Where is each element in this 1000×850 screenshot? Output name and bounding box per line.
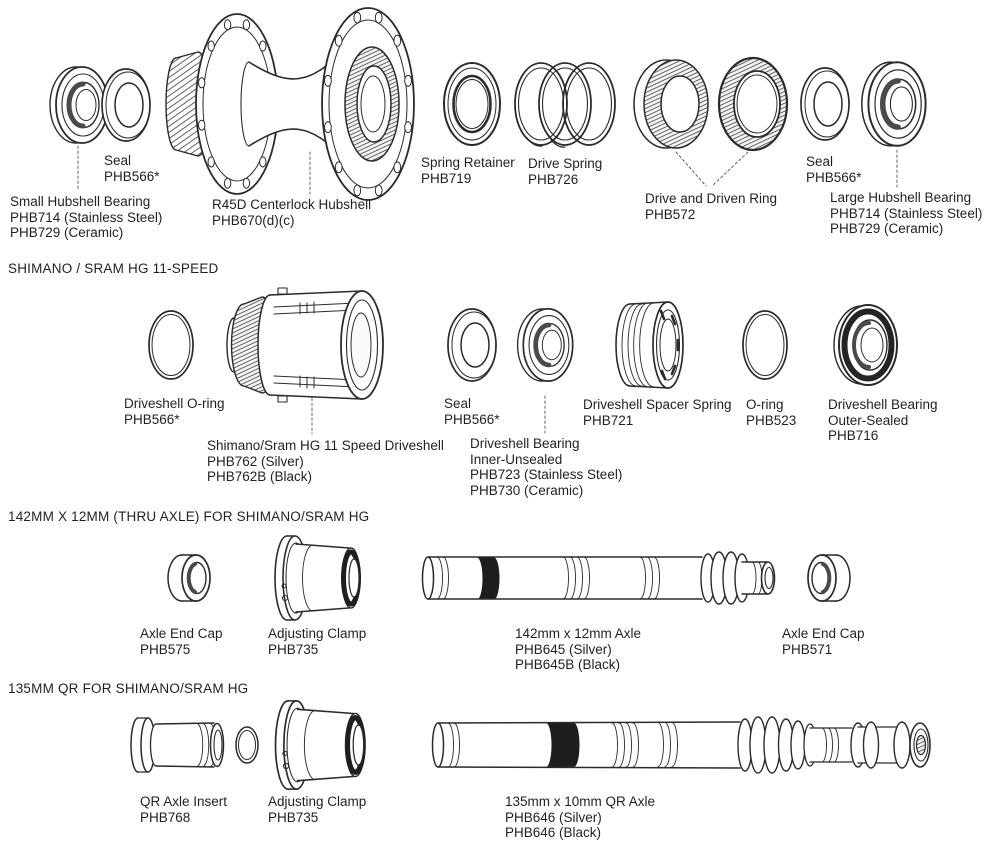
driveshell-bearing-outer-drawing [834,305,897,385]
label-line: PHB571 [782,641,833,657]
label-driveshell-spacer-spring [583,397,732,428]
label-line: Drive Spring [528,156,603,171]
label-line: PHB646 (Silver) [505,809,602,825]
label-line: QR Axle Insert [140,794,228,809]
label-line: PHB726 [528,171,579,187]
label-large-hubshell-bearing [830,190,982,237]
label-line: Axle End Cap [782,626,865,641]
label-o-ring [746,397,796,428]
label-line: Seal [104,153,132,168]
label-drive-spring [528,156,602,187]
label-line: PHB729 (Ceramic) [830,221,944,236]
adjusting-clamp-2-drawing [276,701,365,789]
label-line: PHB719 [421,170,472,186]
label-line: PHB575 [140,641,191,657]
label-line: Driveshell O-ring [124,396,225,411]
driveshell-spacer-spring-drawing [616,302,683,388]
label-line: Inner-Unsealed [470,451,563,467]
label-line: PHB670(d)(c) [212,212,295,228]
driveshell-drawing [227,288,383,402]
label-line: PHB762 (Silver) [207,453,304,469]
label-line: PHB645 (Silver) [515,641,612,657]
label-seal-rear [806,154,862,185]
label-line: Shimano/Sram HG 11 Speed Driveshell [207,438,444,453]
label-line: Adjusting Clamp [268,626,367,641]
label-line: 135mm x 10mm QR Axle [505,794,656,809]
drive-spring-drawing [515,63,615,147]
qr-axle-insert-drawing [131,718,258,772]
label-line: PHB716 [828,428,879,443]
axle-end-cap-right-drawing [808,555,850,601]
label-line: PHB768 [140,809,191,825]
label-line: PHB730 (Ceramic) [470,482,584,498]
label-line: PHB735 [268,641,319,657]
section-header-driveshell: SHIMANO / SRAM HG 11-SPEED [8,261,219,276]
spring-retainer-drawing [444,63,500,145]
qr-axle-drawing [433,717,931,773]
large-hubshell-bearing-drawing [862,62,926,146]
label-axle-end-cap-right [782,626,865,657]
label-line: PHB572 [645,206,696,222]
label-line: PHB735 [268,809,319,825]
label-line: Driveshell Bearing [470,436,580,451]
label-line: PHB721 [583,412,634,428]
label-driveshell-bearing-outer [828,397,938,444]
section-header-thru-axle: 142MM X 12MM (THRU AXLE) FOR SHIMANO/SRAM HG [8,509,370,524]
label-line: PHB762B (Black) [207,469,313,484]
adjusting-clamp-drawing [275,536,360,620]
label-driveshell-seal [444,396,500,427]
driveshell-seal-drawing [448,309,496,381]
seal-front-drawing [102,69,150,141]
hubshell-drawing [166,8,414,200]
label-small-hubshell-bearing [10,194,162,241]
label-line: Outer-Sealed [828,412,909,428]
label-line: Driveshell Spacer Spring [583,397,732,412]
label-axle-end-cap-left [140,626,223,657]
label-line: PHB523 [746,412,797,428]
label-line: PHB723 (Stainless Steel) [470,467,623,482]
label-line: O-ring [746,397,784,412]
label-line: Driveshell Bearing [828,397,938,412]
label-line: Small Hubshell Bearing [10,194,151,209]
label-drive-and-driven-ring [645,191,777,222]
axle-end-cap-left-drawing [168,555,210,601]
small-hubshell-bearing-drawing [50,67,108,143]
label-line: Axle End Cap [140,626,223,641]
label-line: PHB714 (Stainless Steel) [10,209,163,225]
label-line: Spring Retainer [421,155,515,170]
driveshell-o-ring-drawing [149,311,193,379]
label-adjusting-clamp-1 [268,626,366,657]
label-line: R45D Centerlock Hubshell [212,197,372,212]
label-line: Seal [444,396,472,411]
label-spring-retainer [421,155,515,186]
label-line: Adjusting Clamp [268,794,367,809]
seal-rear-drawing [801,68,849,140]
label-line: PHB566* [444,411,500,427]
label-seal-front [104,153,160,184]
label-adjusting-clamp-2 [268,794,366,825]
thru-axle-drawing [423,552,775,604]
label-line: PHB566* [124,411,180,427]
label-driveshell-body [207,438,444,485]
label-line: Drive and Driven Ring [645,191,778,206]
label-qr-axle [505,794,655,841]
label-line: PHB714 (Stainless Steel) [830,205,983,221]
label-thru-axle [515,626,641,673]
label-line: PHB566* [104,168,160,184]
label-line: PHB645B (Black) [515,657,621,672]
drive-ring-drawing [634,60,708,148]
label-line: Large Hubshell Bearing [830,190,972,205]
label-line: 142mm x 12mm Axle [515,626,642,641]
section-header-qr-axle: 135MM QR FOR SHIMANO/SRAM HG [8,681,249,696]
leader-lines [78,146,897,434]
label-line: PHB729 (Ceramic) [10,225,124,240]
label-driveshell-o-ring [124,396,225,427]
label-hubshell [212,197,371,228]
label-line: PHB646 (Black) [505,825,602,840]
label-line: PHB566* [806,169,862,185]
driven-ring-drawing [719,58,787,150]
label-qr-axle-insert [140,794,227,825]
driveshell-bearing-inner-drawing [518,309,573,381]
o-ring-drawing [743,311,787,379]
label-driveshell-bearing-inner [470,436,622,498]
label-line: Seal [806,154,834,169]
